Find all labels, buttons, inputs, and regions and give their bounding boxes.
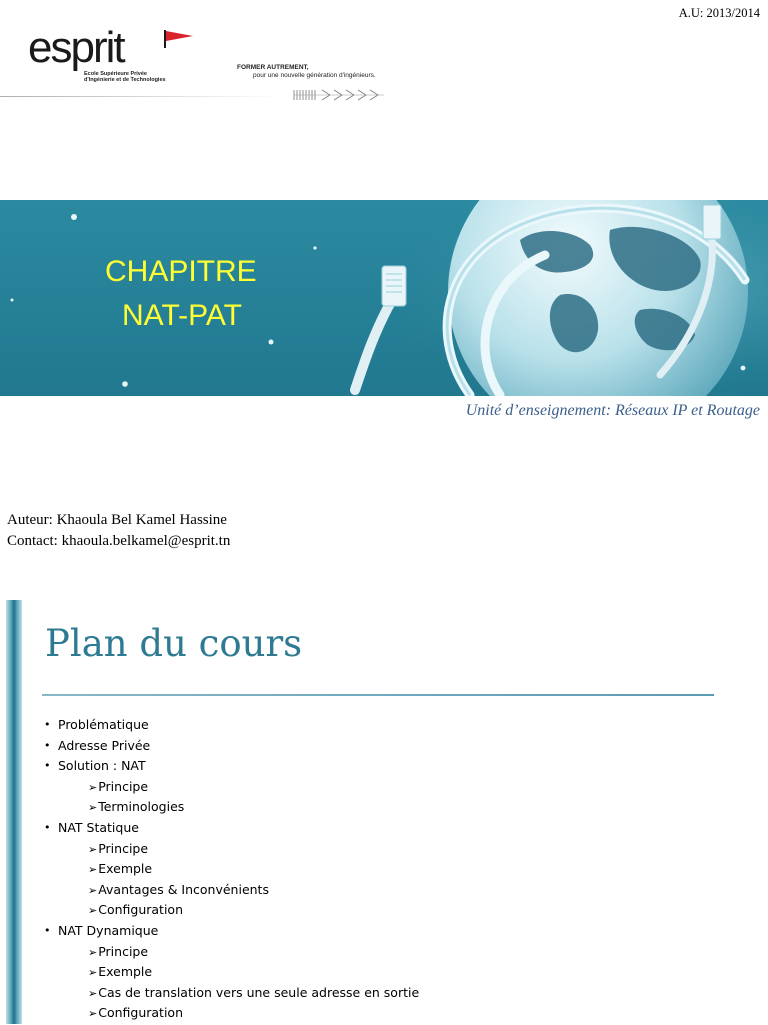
outline-item-text: NAT Statique [58,819,139,835]
decorative-arrows-icon [292,88,388,102]
outline-subitem [44,839,419,860]
arrow-bullet-icon: ➢ [88,904,98,918]
outline-item-text: Terminologies [98,799,185,815]
author-name: Auteur: Khaoula Bel Kamel Hassine [7,512,227,528]
outline-subitem [44,942,419,963]
logo-subtitle: Ecole Supérieure Privée d'Ingénierie et de Technologies [84,71,166,83]
outline-item-text: Exemple [98,861,153,877]
outline-item-text: Solution : NAT [58,758,146,774]
course-outline-list [44,715,419,1024]
outline-subitem [44,797,419,818]
arrow-bullet-icon: ➢ [88,966,98,980]
chapter-title-line1: CHAPITRE [105,255,257,288]
plan-title-underline [42,694,714,696]
outline-subitem [44,983,419,1004]
course-unit: Unité d’enseignement: Réseaux IP et Routage [465,402,760,419]
arrow-bullet-icon: ➢ [88,945,98,959]
outline-item-text: Problématique [58,717,149,732]
outline-subitem [44,900,419,921]
arrow-bullet-icon: ➢ [88,780,98,794]
outline-subitem [44,777,419,798]
chapter-title-line2: NAT-PAT [122,299,242,332]
outline-section [44,715,419,736]
tagline [237,64,376,80]
outline-section [44,818,419,839]
esprit-logo [28,23,208,88]
author-contact: Contact: khaoula.belkamel@esprit.tn [7,533,231,549]
header-divider [0,96,280,97]
plan-title: Plan du cours [45,622,303,665]
outline-item-text: NAT Dynamique [58,922,159,938]
chapter-title [105,250,257,338]
outline-item-text: Cas de translation vers une seule adresse en sortie [98,984,420,1000]
outline-subitem [44,1003,419,1024]
outline-item-text: Adresse Privée [58,737,151,753]
arrow-bullet-icon: ➢ [88,842,98,856]
outline-item-text: Principe [98,840,149,856]
outline-section [44,736,419,757]
arrow-bullet-icon: ➢ [88,863,98,877]
outline-item-text: Principe [98,943,149,959]
academic-year: A.U: 2013/2014 [678,6,760,20]
tagline-line2: pour une nouvelle génération d'ingénieurs. [253,72,376,79]
outline-item-text: Principe [98,778,149,794]
outline-item-text: Avantages & Inconvénients [98,881,269,897]
outline-section [44,756,419,777]
logo-word: esprit [28,23,124,72]
slide-side-bar [6,600,22,1024]
tagline-line1: FORMER AUTREMENT, [237,64,309,71]
author-block [7,510,230,552]
arrow-bullet-icon: ➢ [88,883,98,897]
arrow-bullet-icon: ➢ [88,801,98,815]
outline-section [44,921,419,942]
outline-subitem [44,962,419,983]
arrow-bullet-icon: ➢ [88,986,98,1000]
outline-subitem [44,859,419,880]
arrow-bullet-icon: ➢ [88,1007,98,1021]
outline-item-text: Configuration [98,1005,183,1021]
outline-item-text: Configuration [98,902,183,918]
flag-icon [163,28,203,50]
outline-item-text: Exemple [98,964,153,980]
outline-subitem [44,880,419,901]
